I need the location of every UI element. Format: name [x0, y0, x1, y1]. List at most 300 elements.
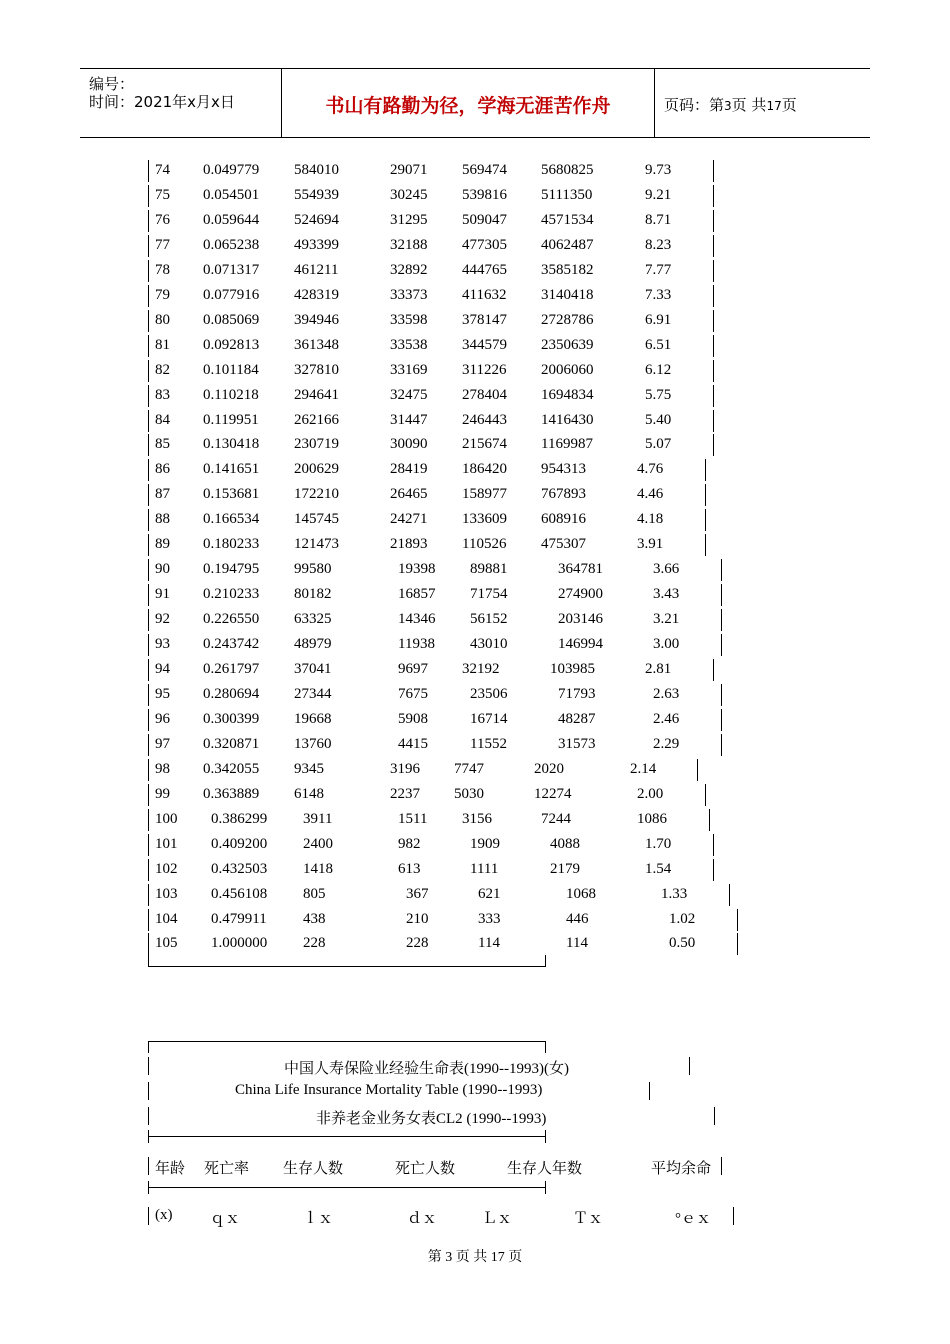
cell-lx: 262166: [294, 411, 339, 428]
cell-lx: 228: [303, 935, 326, 952]
cell-age: 96: [155, 710, 170, 727]
cell-lx: 121473: [294, 536, 339, 553]
page-label: 页码：第: [664, 96, 725, 114]
cell-qx: 0.479911: [211, 910, 267, 927]
cell-dx: 2237: [390, 785, 420, 802]
cell-dx: 982: [398, 835, 421, 852]
row-left-bar: [148, 235, 149, 257]
cell-Lx: 11552: [470, 735, 507, 752]
row-left-bar: [148, 210, 149, 232]
cell-Lx: 114: [478, 935, 500, 952]
table2-left-bar-2: [148, 1082, 149, 1100]
cell-lx: 80182: [294, 586, 332, 603]
table2-left-bar-4: [148, 1157, 149, 1175]
cell-lx: 6148: [294, 785, 324, 802]
cell-ex: 1.33: [661, 885, 688, 902]
header-deaths: 死亡人数: [395, 1161, 456, 1177]
header-life-expectancy: 平均余命: [651, 1161, 712, 1177]
cell-ex: 5.07: [645, 436, 672, 453]
table2-right-bar-5: [733, 1207, 734, 1225]
cell-ex: 9.73: [645, 162, 672, 178]
cell-age: 75: [155, 186, 170, 203]
cell-ex: 6.12: [645, 361, 672, 378]
row-right-bar: [721, 684, 722, 706]
cell-Lx: 32192: [462, 661, 500, 677]
cell-ex: 2.29: [653, 735, 680, 752]
cell-ex: 2.46: [653, 710, 680, 727]
cell-qx: 0.119951: [203, 411, 259, 428]
cell-lx: 805: [303, 885, 326, 902]
cell-lx: 37041: [294, 661, 332, 677]
cell-ex: 8.23: [645, 236, 672, 253]
cell-Tx: 2179: [550, 860, 580, 877]
cell-Lx: 5030: [454, 785, 484, 802]
cell-lx: 2400: [303, 835, 333, 852]
cell-qx: 0.280694: [203, 685, 260, 702]
cell-age: 91: [155, 586, 170, 603]
row-left-bar: [148, 634, 149, 656]
table2-title-sub: 非养老金业务女表CL2 (1990--1993): [316, 1111, 547, 1127]
cell-Tx: 203146: [558, 611, 603, 628]
row-left-bar: [148, 410, 149, 432]
cell-Lx: 110526: [462, 536, 507, 553]
cell-lx: 13760: [294, 735, 332, 752]
cell-dx: 19398: [398, 561, 436, 578]
cell-Tx: 3585182: [541, 261, 594, 278]
header-page-info: [664, 94, 797, 115]
cell-lx: 438: [303, 910, 326, 927]
row-right-bar: [713, 185, 714, 207]
cell-dx: 228: [406, 935, 429, 952]
cell-ex: 2.14: [630, 760, 657, 777]
cell-Lx: 378147: [462, 311, 507, 328]
page-end: 页: [781, 96, 797, 114]
cell-age: 94: [155, 661, 170, 677]
cell-ex: 3.91: [637, 536, 664, 553]
cell-age: 97: [155, 735, 170, 752]
row-left-bar: [148, 285, 149, 307]
cell-dx: 31295: [390, 211, 428, 228]
cell-ex: 4.76: [637, 461, 664, 478]
cell-Lx: 71754: [470, 586, 508, 603]
symbol-qx: ｑｘ: [210, 1211, 241, 1227]
cell-Lx: 246443: [462, 411, 507, 428]
cell-ex: 9.21: [645, 186, 672, 203]
cell-qx: 0.101184: [203, 361, 259, 378]
cell-lx: 428319: [294, 286, 339, 303]
row-left-bar: [148, 933, 149, 955]
row-right-bar: [705, 784, 706, 806]
page-mid: 页 共: [731, 96, 767, 114]
cell-lx: 200629: [294, 461, 339, 478]
table1-left-border: [148, 955, 149, 967]
cell-lx: 3911: [303, 810, 333, 827]
cell-ex: 3.43: [653, 586, 680, 603]
cell-age: 93: [155, 636, 170, 653]
cell-dx: 32475: [390, 386, 428, 403]
cell-Lx: 477305: [462, 236, 507, 253]
cell-lx: 584010: [294, 162, 339, 178]
cell-dx: 32188: [390, 236, 428, 253]
row-right-bar: [721, 634, 722, 656]
cell-Lx: 1111: [470, 860, 499, 877]
cell-dx: 1511: [398, 810, 428, 827]
cell-qx: 0.166534: [203, 511, 260, 528]
symbol-Tx: Ｔｘ: [573, 1211, 604, 1227]
cell-Lx: 333: [478, 910, 501, 927]
row-left-bar: [148, 459, 149, 481]
row-left-bar: [148, 684, 149, 706]
cell-qx: 0.092813: [203, 336, 260, 353]
row-right-bar: [721, 709, 722, 731]
cell-Tx: 475307: [541, 536, 586, 553]
cell-Tx: 4062487: [541, 236, 594, 253]
cell-Tx: 5111350: [541, 186, 593, 203]
row-right-bar: [705, 534, 706, 556]
table2-rule2-left-tick: [148, 1181, 149, 1194]
cell-lx: 27344: [294, 685, 332, 702]
cell-ex: 1.54: [645, 860, 672, 877]
cell-age: 95: [155, 685, 170, 702]
row-right-bar: [705, 484, 706, 506]
cell-Lx: 7747: [454, 760, 484, 777]
row-left-bar: [148, 659, 149, 681]
cell-Tx: 12274: [534, 785, 572, 802]
table2-rule-right-tick: [545, 1130, 546, 1143]
row-right-bar: [713, 659, 714, 681]
cell-lx: 172210: [294, 486, 339, 503]
cell-Lx: 158977: [462, 486, 507, 503]
cell-ex: 5.40: [645, 411, 672, 428]
cell-qx: 0.110218: [203, 386, 259, 403]
row-left-bar: [148, 360, 149, 382]
cell-dx: 14346: [398, 611, 436, 628]
cell-age: 84: [155, 411, 170, 428]
cell-lx: 524694: [294, 211, 339, 228]
cell-age: 101: [155, 835, 178, 852]
cell-dx: 9697: [398, 661, 428, 677]
cell-dx: 33538: [390, 336, 428, 353]
cell-age: 78: [155, 261, 170, 278]
cell-Tx: 48287: [558, 710, 596, 727]
row-right-bar: [737, 933, 738, 955]
row-left-bar: [148, 859, 149, 881]
cell-ex: 1086: [637, 810, 667, 827]
header-survivors: 生存人数: [283, 1161, 344, 1177]
cell-Tx: 146994: [558, 636, 603, 653]
row-left-bar: [148, 884, 149, 906]
cell-Tx: 274900: [558, 586, 603, 603]
cell-Lx: 444765: [462, 261, 507, 278]
cell-Lx: 23506: [470, 685, 508, 702]
cell-ex: 1.02: [669, 910, 696, 927]
cell-qx: 0.456108: [211, 885, 268, 902]
cell-Tx: 1068: [566, 885, 596, 902]
table2-title-en: China Life Insurance Mortality Table (1990--1993): [235, 1082, 543, 1098]
symbol-dx: ｄｘ: [407, 1211, 438, 1227]
cell-age: 82: [155, 361, 170, 378]
cell-Tx: 4571534: [541, 211, 594, 228]
cell-Lx: 621: [478, 885, 501, 902]
cell-Tx: 114: [566, 935, 588, 952]
cell-qx: 0.054501: [203, 186, 260, 203]
cell-dx: 4415: [398, 735, 428, 752]
cell-dx: 24271: [390, 511, 428, 528]
header-left-cell: [80, 69, 280, 137]
cell-Tx: 2350639: [541, 336, 594, 353]
cell-age: 89: [155, 536, 170, 553]
cell-Tx: 2006060: [541, 361, 594, 378]
cell-qx: 0.320871: [203, 735, 260, 752]
cell-ex: 1.70: [645, 835, 672, 852]
row-left-bar: [148, 584, 149, 606]
cell-age: 98: [155, 760, 170, 777]
header-motto-cell: [281, 69, 655, 137]
table2-left-bar-5: [148, 1207, 149, 1225]
cell-age: 90: [155, 561, 170, 578]
cell-qx: 1.000000: [211, 935, 268, 952]
cell-age: 87: [155, 486, 170, 503]
cell-qx: 0.085069: [203, 311, 260, 328]
cell-Lx: 1909: [470, 835, 500, 852]
row-right-bar: [729, 884, 730, 906]
cell-Tx: 364781: [558, 561, 603, 578]
cell-qx: 0.194795: [203, 561, 260, 578]
cell-Tx: 1416430: [541, 411, 594, 428]
row-right-bar: [721, 734, 722, 756]
table2-right-bar-4: [721, 1157, 722, 1175]
table2-right-bar-2: [649, 1082, 650, 1100]
cell-qx: 0.077916: [203, 286, 260, 303]
cell-age: 86: [155, 461, 170, 478]
cell-qx: 0.261797: [203, 661, 260, 677]
cell-qx: 0.049779: [203, 162, 260, 178]
row-left-bar: [148, 559, 149, 581]
cell-lx: 361348: [294, 336, 339, 353]
cell-Tx: 2020: [534, 760, 564, 777]
row-right-bar: [713, 360, 714, 382]
cell-age: 83: [155, 386, 170, 403]
row-left-bar: [148, 160, 149, 182]
cell-qx: 0.386299: [211, 810, 268, 827]
header-page-cell: [654, 69, 870, 137]
cell-qx: 0.243742: [203, 636, 260, 653]
cell-age: 79: [155, 286, 170, 303]
cell-age: 99: [155, 785, 170, 802]
cell-dx: 33598: [390, 311, 428, 328]
cell-dx: 31447: [390, 411, 428, 428]
cell-ex: 6.51: [645, 336, 672, 353]
cell-Lx: 509047: [462, 211, 507, 228]
cell-Tx: 31573: [558, 735, 596, 752]
cell-lx: 9345: [294, 760, 324, 777]
cell-Tx: 608916: [541, 511, 586, 528]
row-right-bar: [737, 909, 738, 931]
row-right-bar: [713, 859, 714, 881]
cell-dx: 32892: [390, 261, 428, 278]
table1-right-border: [545, 955, 546, 967]
cell-Lx: 56152: [470, 611, 508, 628]
symbol-lx: ｌｘ: [303, 1211, 334, 1227]
cell-dx: 28419: [390, 461, 428, 478]
cell-dx: 33169: [390, 361, 428, 378]
table2-right-bar-1: [689, 1057, 690, 1075]
cell-Tx: 103985: [550, 661, 595, 677]
row-left-bar: [148, 784, 149, 806]
row-right-bar: [713, 410, 714, 432]
cell-Lx: 411632: [462, 286, 507, 303]
cell-ex: 2.00: [637, 785, 664, 802]
cell-ex: 0.50: [669, 935, 696, 952]
cell-Lx: 539816: [462, 186, 507, 203]
row-right-bar: [713, 285, 714, 307]
table2-top-right-tick: [545, 1041, 546, 1053]
cell-Lx: 16714: [470, 710, 508, 727]
row-right-bar: [713, 385, 714, 407]
cell-qx: 0.226550: [203, 611, 260, 628]
row-left-bar: [148, 709, 149, 731]
table2-left-bar-3: [148, 1107, 149, 1125]
header-mortality-rate: 死亡率: [204, 1161, 250, 1177]
cell-lx: 145745: [294, 511, 339, 528]
header-age: 年龄: [155, 1161, 186, 1177]
cell-qx: 0.363889: [203, 785, 260, 802]
cell-lx: 493399: [294, 236, 339, 253]
cell-Tx: 71793: [558, 685, 596, 702]
cell-dx: 21893: [390, 536, 428, 553]
row-left-bar: [148, 909, 149, 931]
row-left-bar: [148, 335, 149, 357]
row-right-bar: [713, 834, 714, 856]
cell-Tx: 4088: [550, 835, 580, 852]
row-left-bar: [148, 534, 149, 556]
cell-ex: 3.00: [653, 636, 680, 653]
cell-lx: 554939: [294, 186, 339, 203]
cell-dx: 613: [398, 860, 421, 877]
cell-lx: 1418: [303, 860, 333, 877]
row-right-bar: [713, 434, 714, 456]
header-person-years: 生存人年数: [507, 1161, 583, 1177]
symbol-x: (x): [155, 1207, 173, 1223]
cell-age: 102: [155, 860, 178, 877]
cell-Tx: 767893: [541, 486, 586, 503]
cell-ex: 4.18: [637, 511, 664, 528]
cell-qx: 0.210233: [203, 586, 260, 603]
page-total: 17: [766, 99, 782, 113]
row-right-bar: [713, 260, 714, 282]
cell-qx: 0.065238: [203, 236, 260, 253]
cell-qx: 0.300399: [203, 710, 260, 727]
cell-Lx: 133609: [462, 511, 507, 528]
cell-dx: 367: [406, 885, 429, 902]
cell-dx: 11938: [398, 636, 435, 653]
cell-age: 103: [155, 885, 178, 902]
table2-rule2-right-tick: [545, 1181, 546, 1194]
cell-Lx: 278404: [462, 386, 507, 403]
row-right-bar: [709, 809, 710, 831]
cell-lx: 294641: [294, 386, 339, 403]
cell-ex: 8.71: [645, 211, 672, 228]
row-right-bar: [705, 509, 706, 531]
table1-bottom-border: [148, 966, 546, 967]
cell-dx: 16857: [398, 586, 436, 603]
cell-age: 85: [155, 436, 170, 453]
cell-age: 104: [155, 910, 178, 927]
row-right-bar: [705, 459, 706, 481]
symbol-ex: °ｅｘ: [675, 1211, 711, 1227]
cell-dx: 30090: [390, 436, 428, 453]
cell-Tx: 446: [566, 910, 589, 927]
cell-dx: 210: [406, 910, 429, 927]
cell-qx: 0.342055: [203, 760, 260, 777]
cell-qx: 0.432503: [211, 860, 268, 877]
cell-lx: 327810: [294, 361, 339, 378]
table2-title-cn: 中国人寿保险业经验生命表(1990--1993)(女): [284, 1061, 569, 1077]
table2-rule-left-tick: [148, 1130, 149, 1143]
cell-ex: 2.81: [645, 661, 672, 677]
cell-qx: 0.071317: [203, 261, 260, 278]
page-footer: 第 3 页 共 17 页: [427, 1250, 523, 1265]
cell-Lx: 215674: [462, 436, 507, 453]
page-number: 3: [724, 99, 732, 113]
cell-ex: 6.91: [645, 311, 672, 328]
row-right-bar: [721, 584, 722, 606]
table2-header-mid-rule: [148, 1187, 546, 1188]
cell-ex: 7.33: [645, 286, 672, 303]
table2-top-left-tick: [148, 1041, 149, 1053]
row-right-bar: [713, 310, 714, 332]
row-left-bar: [148, 434, 149, 456]
cell-lx: 394946: [294, 311, 339, 328]
cell-lx: 99580: [294, 561, 332, 578]
cell-Lx: 344579: [462, 336, 507, 353]
cell-dx: 3196: [390, 760, 420, 777]
row-left-bar: [148, 609, 149, 631]
cell-age: 105: [155, 935, 178, 952]
cell-age: 76: [155, 211, 170, 228]
cell-lx: 63325: [294, 611, 332, 628]
row-left-bar: [148, 310, 149, 332]
cell-qx: 0.180233: [203, 536, 260, 553]
row-left-bar: [148, 509, 149, 531]
row-right-bar: [697, 759, 698, 781]
row-left-bar: [148, 385, 149, 407]
page-header: [80, 68, 870, 138]
cell-age: 74: [155, 162, 170, 178]
cell-Tx: 3140418: [541, 286, 594, 303]
cell-Tx: 1169987: [541, 436, 593, 453]
cell-age: 88: [155, 511, 170, 528]
cell-Lx: 186420: [462, 461, 507, 478]
cell-Lx: 43010: [470, 636, 508, 653]
row-left-bar: [148, 834, 149, 856]
table2-right-bar-3: [714, 1107, 715, 1125]
cell-ex: 7.77: [645, 261, 672, 278]
row-left-bar: [148, 734, 149, 756]
cell-qx: 0.059644: [203, 211, 260, 228]
symbol-Lx: Ｌｘ: [482, 1211, 513, 1227]
cell-age: 80: [155, 311, 170, 328]
cell-Lx: 311226: [462, 361, 507, 378]
row-right-bar: [713, 235, 714, 257]
cell-age: 81: [155, 336, 170, 353]
cell-Tx: 1694834: [541, 386, 594, 403]
cell-ex: 3.21: [653, 611, 680, 628]
row-left-bar: [148, 185, 149, 207]
header-motto: 书山有路勤为径，学海无涯苦作舟: [325, 95, 611, 117]
cell-qx: 0.409200: [211, 835, 268, 852]
cell-ex: 5.75: [645, 386, 672, 403]
